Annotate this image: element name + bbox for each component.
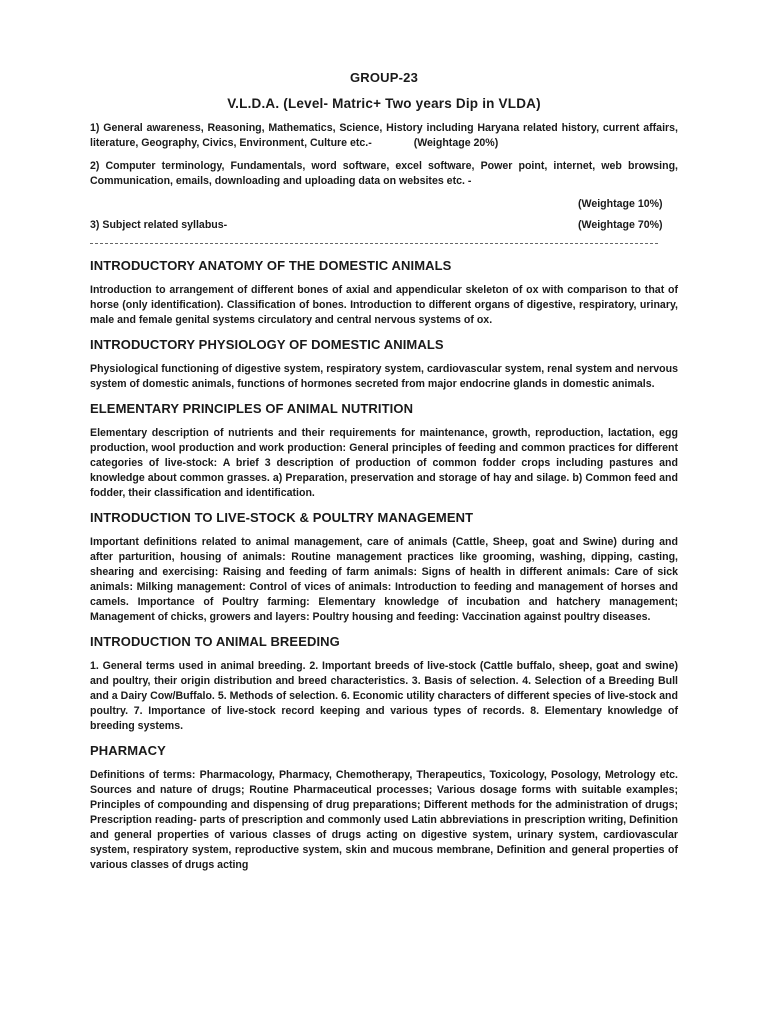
group-title: GROUP-23 [349,70,419,85]
section-heading: ELEMENTARY PRINCIPLES OF ANIMAL NUTRITION [90,401,414,416]
weightage-item-2 [90,159,678,189]
weightage-value: (Weightage 70%) [578,219,663,231]
section-heading: PHARMACY [90,743,166,758]
section-body: Elementary description of nutrients and their requirements for maintenance, growth, reproduction, lactation, egg production, wool production and work production: General principles of feeding and common practices for different categories of live-stock: A brief 3 description of production of common fodder crops including pastures and knowledge about common grasses. a) Preparation, preservation and storage of hay and silage. b) Common feed and fodder, their classification and identification. [90,427,678,499]
section-body: Definitions of terms: Pharmacology, Pharmacy, Chemotherapy, Therapeutics, Toxicology, Posology, Metrology etc. Sources and nature of drugs; Routine Pharmaceutical processes; Various dosage forms with suitable examples; Principles of compounding and dispensing of drug preparations; Different methods for the administration of drugs; Prescription reading- parts of prescription and commonly used Latin abbreviations in prescription writing, Definition and general properties of various classes of drugs acting on digestive system, urinary system, cardiovascular system, respiratory system, reproductive system, skin and mucous membrane, Definition and general properties of various classes of drugs acting [90,769,678,871]
syllabus-page [90,70,678,882]
section-body: Important definitions related to animal management, care of animals (Cattle, Sheep, goat and Swine) during and after parturition, housing of animals: Routine management practices like grooming, washing, dipping, casting, shearing and exercising: Raising and feeding of farm animals: Signs of health in different animals: Care of sick animals: Milking management: Control of vices of animals: Introduction to feeding and management of horses and camels. Importance of Poultry farming: Elementary knowledge of incubation and hatchery management; Management of chicks, growers and layers: Poultry housing and feeding: Vaccination against poultry diseases. [90,536,678,623]
weightage-number: 2) [90,160,100,172]
weightage-row-2 [90,197,678,212]
section-body: Introduction to arrangement of different bones of axial and appendicular skeleton of ox with comparison to that of horse (only identification). Classification of bones. Introduction to different organs of digestive, respiratory, urinary, male and female genital systems circulatory and central nervous systems of ox. [90,284,678,326]
weightage-row-3 [90,218,678,233]
section-body: 1. General terms used in animal breeding. 2. Important breeds of live-stock (Cattle buffalo, sheep, goat and swine) and poultry, their origin distribution and breed characteristics. 3. Basis of selection. 4. Selection of a Breeding Bull and a Dairy Cow/Buffalo. 5. Methods of selection. 6. Economic utility characters of different species of live-stock and poultry. 7. Importance of live-stock record keeping and various types of records. 8. Elementary knowledge of breeding systems. [90,660,678,732]
weightage-item-1 [90,121,678,151]
course-subtitle: V.L.D.A. (Level- Matric+ Two years Dip in VLDA) [227,96,541,111]
section-body: Physiological functioning of digestive system, respiratory system, cardiovascular system, renal system and nervous system of domestic animals, functions of hormones secreted from major endocrine glands in domestic animals. [90,363,678,390]
section-heading: INTRODUCTORY ANATOMY OF THE DOMESTIC ANIMALS [90,258,452,273]
weightage-text: Subject related syllabus- [102,219,228,231]
dashed-divider [90,243,658,244]
weightage-number: 1) [90,122,100,134]
weightage-value: (Weightage 20%) [413,137,499,149]
section-heading: INTRODUCTION TO ANIMAL BREEDING [90,634,340,649]
weightage-number: 3) [90,219,100,231]
section-heading: INTRODUCTORY PHYSIOLOGY OF DOMESTIC ANIMALS [90,337,444,352]
weightage-value: (Weightage 10%) [578,198,663,210]
weightage-text: General awareness, Reasoning, Mathematics, Science, History including Haryana related history, current affairs, literature, Geography, Civics, Environment, Culture etc.- [90,122,678,149]
weightage-text: Computer terminology, Fundamentals, word software, excel software, Power point, internet, web browsing, Communication, emails, downloading and uploading data on websites etc. - [90,160,679,187]
section-heading: INTRODUCTION TO LIVE-STOCK & POULTRY MANAGEMENT [90,510,474,525]
